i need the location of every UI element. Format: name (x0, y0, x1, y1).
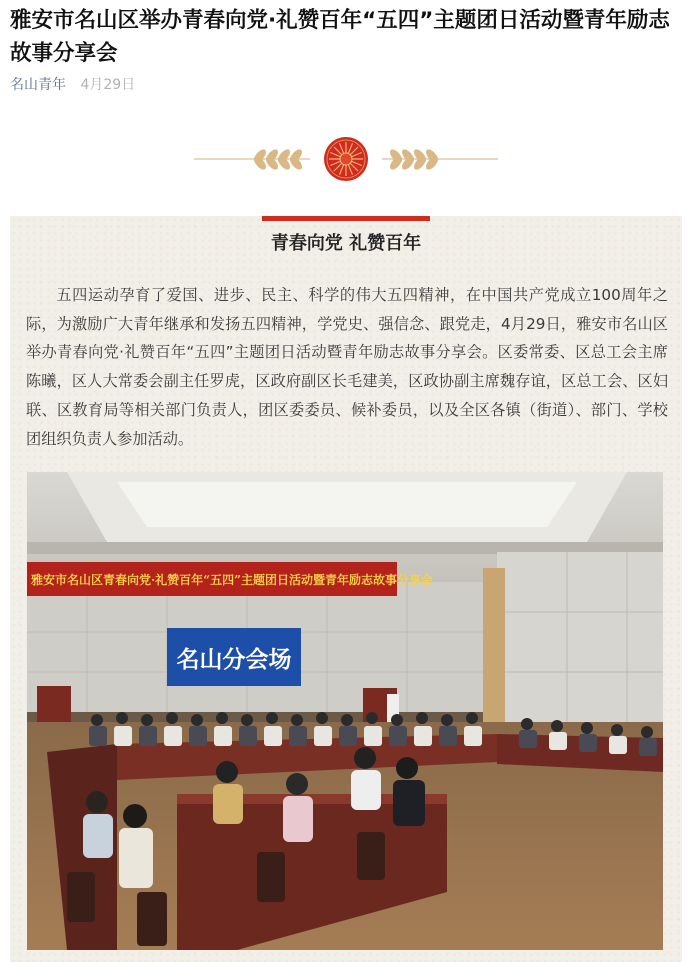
venue-sign-text: 名山分会场 (176, 647, 292, 673)
account-name-link[interactable]: 名山青年 (10, 77, 66, 93)
sun-wheat-ornament-icon (190, 134, 502, 184)
section-heading: 青春向党 礼赞百年 (270, 233, 422, 254)
content-card (10, 216, 682, 962)
article-meta (10, 74, 135, 94)
body-paragraph: 五四运动孕育了爱国、进步、民主、科学的伟大五四精神，在中国共产党成立100周年之际，为激励广大青年继承和发扬五四精神，学党史、强信念、跟党走，4月29日，雅安市名山区举办青春向党·礼赞百年“五四”主题团日活动暨青年励志故事分享会。区委常委、区总工会主席陈曦，区人大常委会副主任罗虎，区政府副区长毛建美，区政协副主席魏存谊，区总工会、区妇联、区教育局等相关部门负责人，团区委委员、候补委员，以及全区各镇（街道）、部门、学校团组织负责人参加活动。 (26, 286, 668, 448)
meeting-photo[interactable] (27, 472, 663, 950)
article-title: 雅安市名山区举办青春向党·礼赞百年“五四”主题团日活动暨青年励志故事分享会 (10, 8, 670, 66)
publish-date: 4月29日 (80, 77, 136, 93)
heading-accent-bar (262, 216, 430, 221)
banner-text: 雅安市名山区青春向党·礼赞百年“五四”主题团日活动暨青年励志故事分享会 (31, 573, 433, 587)
